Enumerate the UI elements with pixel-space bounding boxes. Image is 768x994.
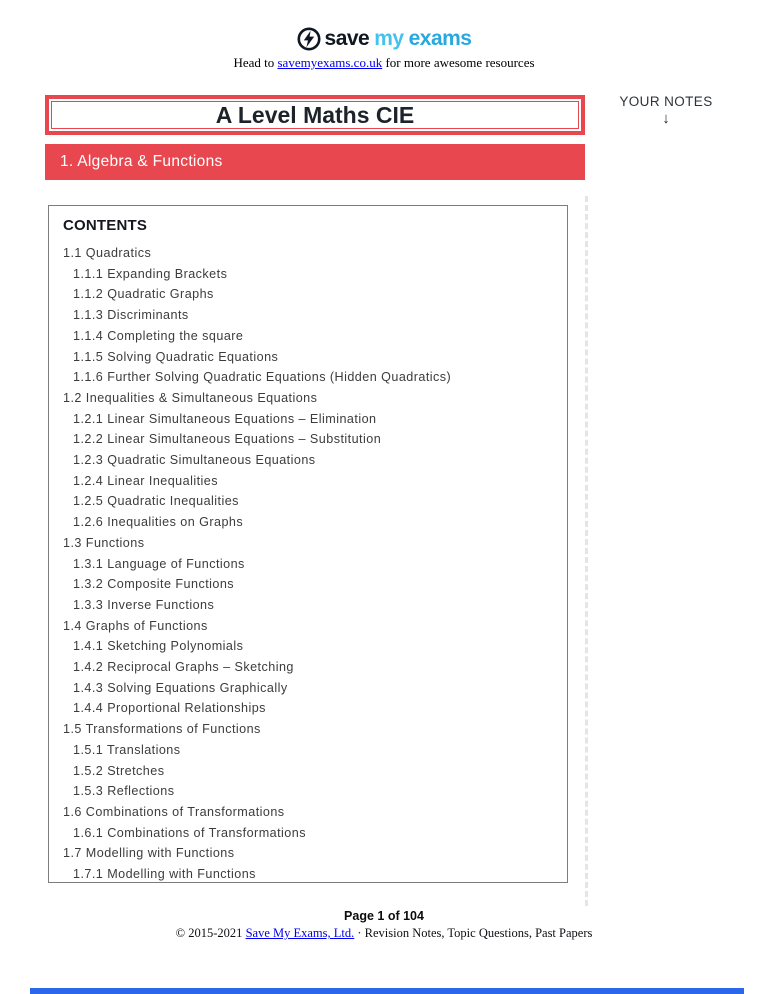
toc-item: 1.7 Modelling with Functions <box>63 846 235 861</box>
toc-item: 1.3.3 Inverse Functions <box>73 597 215 612</box>
toc-item: 1.2.5 Quadratic Inequalities <box>73 494 239 509</box>
toc-item: 1.1.5 Solving Quadratic Equations <box>73 349 279 364</box>
page-header <box>0 26 768 71</box>
toc-item: 1.3.2 Composite Functions <box>73 577 235 592</box>
toc-item: 1.7.1 Modelling with Functions <box>73 867 256 882</box>
toc-item: 1.4.2 Reciprocal Graphs – Sketching <box>73 660 294 675</box>
toc-item: 1.3 Functions <box>63 535 145 550</box>
logo-text-save: save <box>324 27 370 50</box>
toc-item: 1.5.2 Stretches <box>73 763 165 778</box>
section-banner-label: 1. Algebra & Functions <box>60 153 223 170</box>
page-number: Page 1 of 104 <box>344 909 424 923</box>
toc-item: 1.5 Transformations of Functions <box>63 722 261 737</box>
toc-item: 1.2 Inequalities & Simultaneous Equations <box>63 390 318 405</box>
contents-heading: CONTENTS <box>63 217 148 234</box>
down-arrow-icon: ↓ <box>662 110 670 127</box>
tagline <box>0 55 768 71</box>
toc-item: 1.1.3 Discriminants <box>73 308 189 323</box>
savemyexams-url-link[interactable]: savemyexams.co.uk <box>277 55 383 70</box>
toc-item: 1.6 Combinations of Transformations <box>63 804 285 819</box>
save-my-exams-ltd-link[interactable]: Save My Exams, Ltd. <box>245 926 355 940</box>
logo-text-my: my <box>374 27 404 50</box>
tagline-suffix: for more awesome resources <box>385 55 535 70</box>
toc-item: 1.5.3 Reflections <box>73 784 175 799</box>
logo-text-exams: exams <box>408 27 472 50</box>
toc-item: 1.3.1 Language of Functions <box>73 556 245 571</box>
toc-item: 1.1.6 Further Solving Quadratic Equations (Hidden Quadratics) <box>73 370 452 385</box>
contents-box <box>48 205 568 883</box>
toc-item: 1.1 Quadratics <box>63 246 152 260</box>
toc-list <box>63 243 559 885</box>
your-notes-label: YOUR NOTES <box>619 94 713 109</box>
copyright-suffix: · Revision Notes, Topic Questions, Past Papers <box>357 926 593 940</box>
toc-item: 1.2.1 Linear Simultaneous Equations – Elimination <box>73 411 377 426</box>
toc-item: 1.2.3 Quadratic Simultaneous Equations <box>73 453 316 468</box>
tagline-prefix: Head to <box>233 55 275 70</box>
toc-item: 1.4 Graphs of Functions <box>63 618 208 633</box>
toc-item: 1.4.4 Proportional Relationships <box>73 701 266 716</box>
page-bottom-bar <box>30 988 744 994</box>
toc-item: 1.1.2 Quadratic Graphs <box>73 287 214 302</box>
toc-item: 1.5.1 Translations <box>73 742 181 757</box>
page-title: A Level Maths CIE <box>215 101 415 128</box>
notes-divider <box>585 196 588 906</box>
copyright-prefix: © 2015-2021 <box>175 926 243 940</box>
title-box <box>45 95 585 135</box>
toc-item: 1.4.3 Solving Equations Graphically <box>73 680 288 695</box>
your-notes <box>601 94 731 127</box>
toc-item: 1.2.2 Linear Simultaneous Equations – Substitution <box>73 432 382 447</box>
copyright <box>0 926 768 941</box>
toc-item: 1.4.1 Sketching Polynomials <box>73 639 244 654</box>
section-banner <box>45 144 585 180</box>
toc-item: 1.1.1 Expanding Brackets <box>73 266 228 281</box>
savemyexams-logo <box>0 26 768 52</box>
toc-item: 1.2.4 Linear Inequalities <box>73 473 218 488</box>
toc-item: 1.6.1 Combinations of Transformations <box>73 825 306 840</box>
toc-item: 1.2.6 Inequalities on Graphs <box>73 515 244 530</box>
lightning-bolt-icon <box>297 27 321 51</box>
toc-item: 1.1.4 Completing the square <box>73 328 244 343</box>
